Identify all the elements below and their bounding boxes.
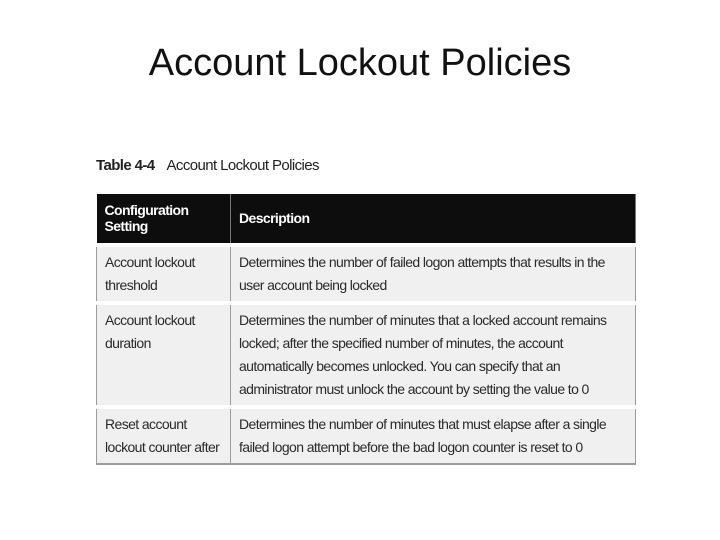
table-row — [97, 407, 636, 464]
table-caption-title: Account Lockout Policies — [166, 157, 319, 174]
description-cell: Determines the number of minutes that a locked account remains locked; after the specified number of minutes, the account automatically becomes unlocked. You can specify that an administrator must unlock the account by setting the value to 0 — [231, 303, 636, 407]
description-cell: Determines the number of minutes that must elapse after a single failed logon attempt before the bad logon counter is reset to 0 — [231, 407, 636, 464]
table-row — [97, 303, 636, 407]
policy-table — [96, 194, 636, 465]
column-header-setting: Configuration Setting — [97, 194, 231, 245]
table-caption-label: Table 4-4 — [96, 157, 155, 174]
table-caption — [96, 157, 319, 174]
description-cell: Determines the number of failed logon attempts that results in the user account being locked — [231, 245, 636, 303]
table-header-row — [97, 194, 636, 245]
setting-cell: Reset account lockout counter after — [97, 407, 231, 464]
table-row — [97, 245, 636, 303]
column-header-description: Description — [231, 194, 636, 245]
setting-cell: Account lockout duration — [97, 303, 231, 407]
setting-cell: Account lockout threshold — [97, 245, 231, 303]
slide-title: Account Lockout Policies — [148, 42, 572, 84]
